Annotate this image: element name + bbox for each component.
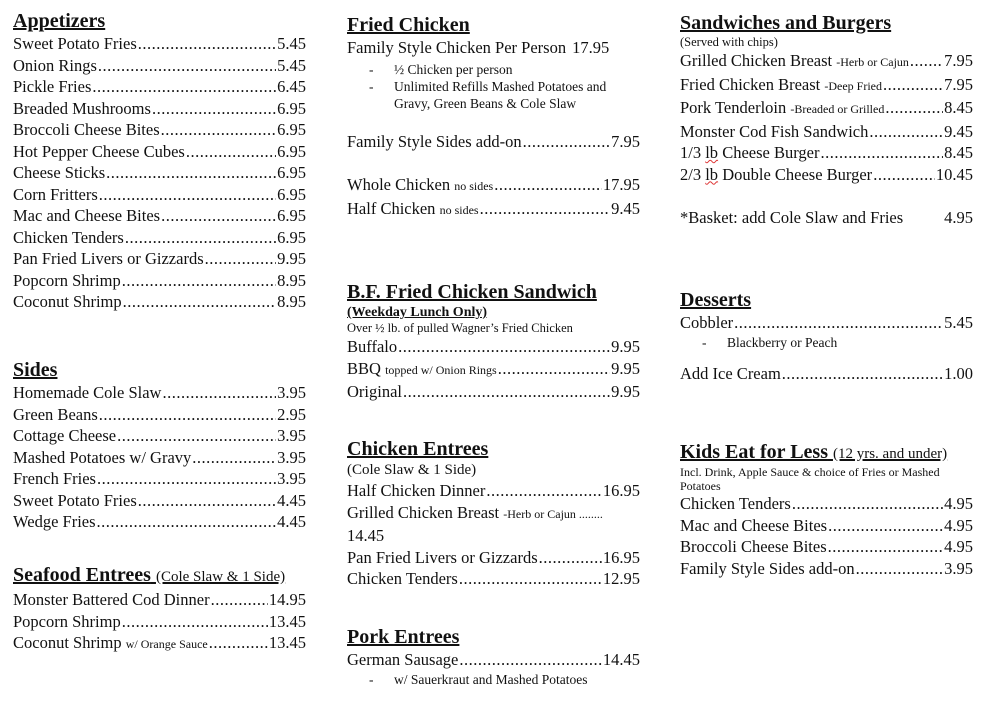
menu-item: Half Chicken no sides ..... 9.45 (347, 198, 640, 222)
dot-leader (97, 468, 276, 490)
kids-suffix: (12 yrs. and under) (832, 446, 948, 462)
menu-item: Chicken Tenders ..... 12.95 (347, 568, 640, 590)
item-price: 9.95 (277, 249, 306, 268)
item-note: -Breaded or Grilled (790, 102, 885, 116)
menu-item: Pan Fried Livers or Gizzards ..... 16.95 (347, 547, 640, 569)
bf-sandwich-heading: B.F. Fried Chicken Sandwich (347, 281, 597, 303)
menu-item (13, 55, 306, 77)
sides-list (13, 382, 306, 533)
item-name: Green Beans (13, 404, 98, 424)
bf-sandwich-list (347, 336, 640, 403)
dot-leader (869, 121, 943, 143)
chicken-entrees-section (347, 437, 640, 590)
dot-leader (885, 97, 943, 119)
dot-leader (138, 490, 276, 512)
bf-sandwich-section (347, 280, 640, 403)
dot-leader (152, 98, 276, 120)
item-price: 13.45 (268, 633, 306, 652)
item-name: Monster Battered Cod Dinner (13, 590, 210, 609)
item-price: 3.95 (944, 558, 973, 578)
menu-item (13, 425, 306, 447)
item-name: Monster Cod Fish Sandwich (680, 121, 869, 141)
item-price: 6.95 (277, 206, 306, 225)
seafood-heading (13, 563, 306, 589)
menu-item (13, 632, 306, 656)
dot-leader (792, 493, 943, 515)
item-price: 9.95 (611, 382, 640, 401)
menu-item: *Basket: add Cole Slaw and Fries 4.95 (680, 208, 973, 227)
menu-item-price: 14.45 (347, 526, 385, 545)
bullet-item: - ½ Chicken per person (369, 61, 513, 77)
item-name: Chicken Tenders (680, 494, 791, 513)
item-name: Cottage Cheese (13, 426, 117, 445)
menu-item (13, 227, 306, 249)
dot-leader (403, 381, 610, 403)
dot-leader (192, 447, 276, 469)
item-price: 6.95 (277, 184, 306, 204)
dot-leader (122, 611, 268, 633)
menu-item (13, 447, 306, 469)
item-name: Hot Pepper Cheese Cubes (13, 141, 185, 161)
dot-leader (828, 536, 943, 558)
item-name: Mac and Cheese Bites (680, 515, 828, 535)
item-name: Coconut Shrimp (13, 633, 122, 652)
item-price: 5.45 (277, 34, 306, 53)
menu-item (13, 184, 306, 206)
item-price: 6.45 (277, 77, 306, 96)
dot-leader (186, 141, 276, 163)
fried-chicken-section (347, 13, 640, 221)
appetizers-list (13, 33, 306, 313)
item-price: 9.45 (944, 121, 973, 141)
seafood-title: Seafood Entrees (13, 564, 151, 586)
item-note: topped w/ Onion Rings (385, 362, 497, 377)
item-price: 5.45 (277, 55, 306, 75)
item-price: 8.95 (277, 292, 306, 311)
dot-leader (125, 227, 276, 249)
item-price: 4.45 (277, 512, 306, 531)
menu-item (13, 119, 306, 141)
menu-item: Add Ice Cream ..... 1.00 (680, 363, 973, 385)
menu-item (347, 381, 640, 403)
item-price: 3.95 (277, 426, 306, 445)
menu-item (13, 270, 306, 292)
item-price: 7.95 (944, 51, 973, 70)
dot-leader (138, 33, 276, 55)
menu-item: German Sausage ..... 14.45 (347, 649, 640, 671)
item-name: Broccoli Cheese Bites (680, 537, 827, 556)
dot-leader (211, 589, 268, 611)
menu-item (13, 589, 306, 611)
item-name: Onion Rings (13, 55, 97, 75)
dot-leader (828, 515, 943, 537)
menu-item (680, 515, 973, 537)
seafood-list (13, 589, 306, 656)
item-name: Chicken Tenders (13, 227, 124, 247)
menu-item: 2/3 lb Double Cheese Burger ..... 10.45 (680, 164, 973, 186)
item-name: Popcorn Shrimp (13, 611, 121, 631)
menu-item (680, 97, 973, 121)
menu-item (13, 468, 306, 490)
item-price: 9.95 (611, 358, 640, 378)
bullet-item: - w/ Sauerkraut and Mashed Potatoes (369, 671, 588, 687)
menu-item (13, 511, 306, 533)
appetizers-heading: Appetizers (13, 10, 106, 32)
menu-item (680, 493, 973, 515)
item-price: 8.45 (944, 98, 973, 117)
kids-title: Kids Eat for Less (680, 441, 828, 463)
dot-leader (161, 205, 276, 227)
item-name: Broccoli Cheese Bites (13, 120, 160, 139)
menu-item: 1/3 lb Cheese Burger ..... 8.45 (680, 142, 973, 164)
desserts-section (680, 288, 973, 384)
item-name: Pickle Fries (13, 77, 92, 96)
seafood-section (13, 563, 306, 656)
item-price: 3.95 (277, 383, 306, 402)
menu-item (13, 205, 306, 227)
sandwiches-list (680, 50, 973, 142)
item-name: French Fries (13, 469, 96, 488)
menu-item (680, 558, 973, 580)
item-name: Pan Fried Livers or Gizzards (13, 249, 204, 268)
dot-leader (92, 76, 276, 98)
menu-item: Family Style Sides add-on ..... 7.95 (347, 131, 640, 153)
dot-leader (161, 119, 276, 141)
item-price: 4.95 (944, 537, 973, 556)
item-price: 8.95 (277, 270, 306, 290)
item-note: w/ Orange Sauce (125, 637, 208, 651)
dot-leader (209, 632, 268, 654)
chicken-entrees-heading: Chicken Entrees (347, 438, 489, 460)
item-price: 6.95 (277, 227, 306, 247)
item-price: 6.95 (277, 163, 306, 182)
item-name: Breaded Mushrooms (13, 98, 151, 118)
item-price: 4.45 (277, 490, 306, 510)
menu-item (13, 248, 306, 270)
sandwiches-subtitle: (Served with chips) (680, 35, 778, 49)
dot-leader (99, 404, 276, 426)
kids-section (680, 440, 973, 579)
menu-item: Whole Chicken no sides ..... 17.95 (347, 174, 640, 198)
item-name: Grilled Chicken Breast (680, 51, 833, 70)
bf-sandwich-description: Over ½ lb. of pulled Wagner’s Fried Chicken (347, 321, 573, 335)
item-name: Buffalo (347, 337, 398, 356)
menu-item (680, 50, 973, 74)
menu-item: Grilled Chicken Breast -Herb or Cajun ........ (347, 502, 603, 522)
item-price: 4.95 (944, 494, 973, 513)
seafood-suffix: (Cole Slaw & 1 Side) (155, 569, 286, 585)
item-price: 6.95 (277, 98, 306, 118)
item-price: 4.95 (944, 515, 973, 535)
item-price: 9.95 (611, 337, 640, 356)
menu-item (13, 141, 306, 163)
menu-item: Half Chicken Dinner ..... 16.95 (347, 480, 640, 502)
sides-section (13, 358, 306, 533)
dot-leader (98, 55, 276, 77)
menu-item (680, 536, 973, 558)
menu-item (680, 74, 973, 98)
appetizers-section (13, 9, 306, 313)
item-name: Original (347, 382, 402, 401)
sandwiches-heading: Sandwiches and Burgers (680, 12, 892, 34)
item-name: Corn Fritters (13, 184, 98, 204)
menu-item (13, 76, 306, 98)
item-name: Sweet Potato Fries (13, 490, 137, 510)
item-name: Fried Chicken Breast (680, 74, 821, 94)
dot-leader (97, 511, 277, 533)
menu-item (13, 404, 306, 426)
menu-item (13, 291, 306, 313)
dot-leader (398, 336, 610, 358)
item-name: Coconut Shrimp (13, 292, 122, 311)
dot-leader (162, 382, 276, 404)
desserts-heading: Desserts (680, 289, 752, 311)
sandwiches-section (680, 11, 973, 229)
sides-heading: Sides (13, 359, 58, 381)
item-price: 6.95 (277, 141, 306, 161)
item-price: 6.95 (277, 120, 306, 139)
bf-sandwich-subtitle: (Weekday Lunch Only) (347, 305, 488, 320)
dot-leader (99, 184, 276, 206)
menu-item (347, 358, 640, 382)
item-name: Pork Tenderloin (680, 98, 787, 117)
item-note: -Herb or Cajun (836, 55, 909, 69)
item-price: 14.95 (268, 590, 306, 609)
item-price: 2.95 (277, 404, 306, 424)
dot-leader (117, 425, 276, 447)
pork-entrees-section (347, 625, 640, 688)
menu-item (347, 336, 640, 358)
menu-item: Cobbler ..... 5.45 (680, 312, 973, 334)
dot-leader (883, 74, 943, 96)
bullet-item: - Unlimited Refills Mashed Potatoes and Gravy, Green Beans & Cole Slaw (369, 78, 607, 111)
item-price: 3.95 (277, 469, 306, 488)
item-price: 13.45 (268, 611, 306, 631)
kids-list (680, 493, 973, 579)
item-note: -Deep Fried (824, 78, 882, 93)
item-name: Mashed Potatoes w/ Gravy (13, 447, 192, 467)
kids-description: Incl. Drink, Apple Sauce & choice of Fries or Mashed Potatoes (680, 465, 940, 493)
dot-leader (498, 358, 610, 380)
dot-leader (123, 291, 276, 313)
dot-leader (122, 270, 276, 292)
item-name: Family Style Sides add-on (680, 558, 855, 578)
item-price: 3.95 (277, 447, 306, 467)
pork-entrees-heading: Pork Entrees (347, 626, 460, 648)
menu-item (13, 490, 306, 512)
item-price: 7.95 (944, 74, 973, 94)
fried-chicken-heading: Fried Chicken (347, 14, 470, 36)
item-name: Wedge Fries (13, 512, 96, 531)
menu-item (13, 162, 306, 184)
dot-leader (910, 50, 943, 72)
menu-item (13, 382, 306, 404)
item-name: Mac and Cheese Bites (13, 206, 161, 225)
menu-item (680, 121, 973, 143)
dot-leader (856, 558, 944, 580)
item-name: Homemade Cole Slaw (13, 383, 162, 402)
dot-leader (106, 162, 276, 184)
dot-leader (205, 248, 277, 270)
menu-item (13, 98, 306, 120)
bullet-item: - Blackberry or Peach (702, 334, 838, 350)
menu-item (13, 611, 306, 633)
menu-item: Family Style Chicken Per Person 17.95 (347, 38, 610, 57)
item-name: Popcorn Shrimp (13, 270, 121, 290)
item-name: Sweet Potato Fries (13, 34, 137, 53)
menu-item (13, 33, 306, 55)
item-name: BBQ (347, 358, 381, 378)
kids-heading (680, 440, 973, 466)
chicken-entrees-subtitle: (Cole Slaw & 1 Side) (347, 462, 477, 478)
item-name: Cheese Sticks (13, 163, 106, 182)
